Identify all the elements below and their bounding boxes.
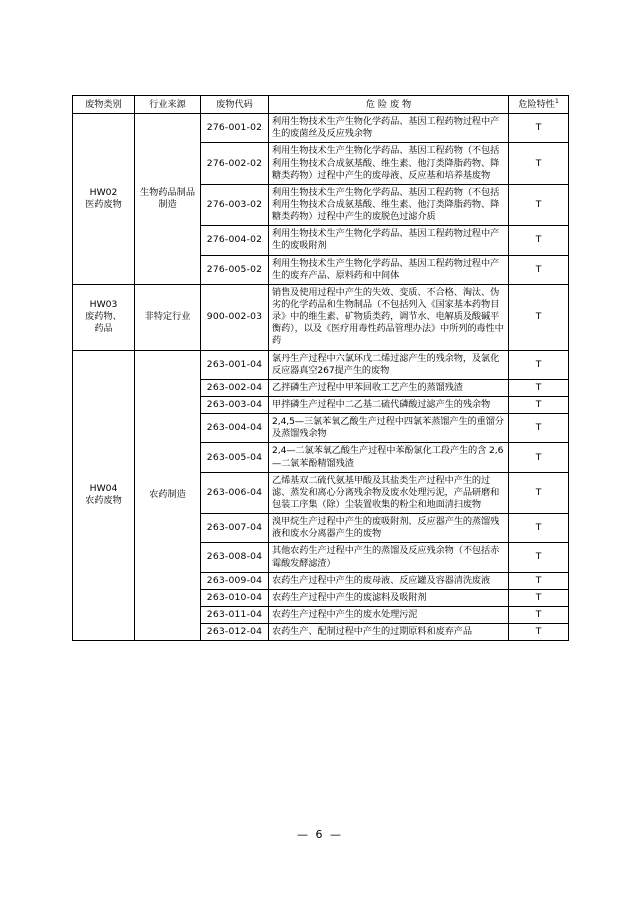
waste-code-cell: 276-005-02 [201, 255, 269, 284]
waste-category-cell: HW03 废药物、 药品 [73, 284, 135, 350]
waste-code-cell: 263-004-04 [201, 414, 269, 443]
table-body [73, 114, 569, 641]
waste-code-cell: 263-007-04 [201, 514, 269, 543]
waste-description-cell: 其他农药生产过程中产生的蒸馏及反应残余物（不包括赤霉酸发酵滤渣） [269, 543, 509, 572]
waste-code-cell: 263-005-04 [201, 443, 269, 472]
hazard-property-cell: T [509, 350, 569, 379]
hazard-property-cell: T [509, 184, 569, 225]
waste-description-cell: 农药生产过程中产生的废滤料及吸附剂 [269, 589, 509, 606]
hazard-property-cell: T [509, 255, 569, 284]
waste-description-cell: 利用生物技术生产生物化学药品、基因工程药物过程中产生的废菌丝及反应残余物 [269, 114, 509, 143]
hazard-property-cell: T [509, 572, 569, 589]
waste-description-cell: 甲拌磷生产过程中二乙基二硫代磷酸过滤产生的残余物 [269, 397, 509, 414]
waste-description-cell: 农药生产、配制过程中产生的过期原料和废弃产品 [269, 624, 509, 641]
table-row [73, 350, 569, 379]
waste-description-cell: 乙拌磷生产过程中甲苯回收工艺产生的蒸馏残渣 [269, 379, 509, 396]
waste-code-cell: 263-012-04 [201, 624, 269, 641]
column-header-hazard-label: 危险特性 [518, 99, 555, 111]
table-header [73, 96, 569, 114]
hazard-property-cell: T [509, 543, 569, 572]
column-header-industry: 行业来源 [135, 96, 201, 114]
waste-category-cell: HW04 农药废物 [73, 350, 135, 641]
waste-description-cell: 销售及使用过程中产生的失效、变质、不合格、淘汰、伪劣的化学药品和生物制品（不包括列入《国家基本药物目录》中的维生素、矿物质类药，调节水、电解质及酸碱平衡药），以及《医疗用毒性药品管理办法》中所列的毒性中药 [269, 284, 509, 350]
table-row [73, 284, 569, 350]
waste-description-cell: 2,4—二氯苯氧乙酸生产过程中苯酚氯化工段产生的含 2,6—二氯苯酚精馏残渣 [269, 443, 509, 472]
column-header-category: 废物类别 [73, 96, 135, 114]
hazard-property-cell: T [509, 589, 569, 606]
waste-code-cell: 900-002-03 [201, 284, 269, 350]
table-row [73, 114, 569, 143]
hazard-property-cell: T [509, 114, 569, 143]
waste-code-cell: 263-011-04 [201, 606, 269, 623]
waste-category-cell: HW02 医药废物 [73, 114, 135, 285]
waste-code-cell: 263-008-04 [201, 543, 269, 572]
hazardous-waste-table [72, 95, 569, 641]
column-header-hazard-superscript: 1 [554, 98, 559, 105]
hazard-property-cell: T [509, 397, 569, 414]
industry-source-cell: 生物药品制品 制造 [135, 114, 201, 285]
industry-source-cell: 农药制造 [135, 350, 201, 641]
waste-code-cell: 263-003-04 [201, 397, 269, 414]
hazard-property-cell: T [509, 514, 569, 543]
page-footer: — 6 — [297, 828, 343, 841]
waste-table-container [72, 95, 568, 641]
waste-code-cell: 263-002-04 [201, 379, 269, 396]
waste-code-cell: 263-001-04 [201, 350, 269, 379]
column-header-waste: 危 险 废 物 [269, 96, 509, 114]
waste-description-cell: 农药生产过程中产生的废水处理污泥 [269, 606, 509, 623]
waste-code-cell: 263-009-04 [201, 572, 269, 589]
industry-source-cell: 非特定行业 [135, 284, 201, 350]
waste-description-cell: 利用生物技术生产生物化学药品、基因工程药物过程中产生的废弃产品、原料药和中间体 [269, 255, 509, 284]
waste-code-cell: 276-003-02 [201, 184, 269, 225]
waste-description-cell: 利用生物技术生产生物化学药品、基因工程药物过程中产生的废吸附剂 [269, 226, 509, 255]
hazard-property-cell: T [509, 284, 569, 350]
column-header-code: 废物代码 [201, 96, 269, 114]
column-header-hazard [509, 96, 569, 114]
hazard-property-cell: T [509, 624, 569, 641]
hazard-property-cell: T [509, 414, 569, 443]
table-header-row [73, 96, 569, 114]
hazard-property-cell: T [509, 472, 569, 513]
waste-code-cell: 276-002-02 [201, 143, 269, 184]
waste-description-cell: 利用生物技术生产生物化学药品、基因工程药物（不包括利用生物技术合成氨基酸、维生素、他汀类降脂药物、降糖类药物）过程中产生的废母液、反应基和培养基废物 [269, 143, 509, 184]
hazard-property-cell: T [509, 443, 569, 472]
waste-code-cell: 263-010-04 [201, 589, 269, 606]
hazard-property-cell: T [509, 606, 569, 623]
waste-description-cell: 乙烯基双二硫代氨基甲酸及其盐类生产过程中产生的过滤、蒸发和离心分离残余物及废水处理污泥，产品研磨和包装工序集（除）尘装置收集的粉尘和地面清扫废物 [269, 472, 509, 513]
waste-description-cell: 2,4,5—三氯苯氧乙酸生产过程中四氯苯蒸馏产生的重馏分及蒸馏残余物 [269, 414, 509, 443]
waste-description-cell: 利用生物技术生产生物化学药品、基因工程药物（不包括利用生物技术合成氨基酸、维生素、他汀类降脂药物、降糖类药物）过程中产生的废脱色过滤介质 [269, 184, 509, 225]
hazard-property-cell: T [509, 226, 569, 255]
waste-description-cell: 农药生产过程中产生的废母液、反应罐及容器清洗废液 [269, 572, 509, 589]
waste-code-cell: 263-006-04 [201, 472, 269, 513]
waste-code-cell: 276-004-02 [201, 226, 269, 255]
hazard-property-cell: T [509, 143, 569, 184]
waste-code-cell: 276-001-02 [201, 114, 269, 143]
waste-description-cell: 氯丹生产过程中六氯环戊二烯过滤产生的残余物，及氯化反应器真空267提产生的废物 [269, 350, 509, 379]
hazard-property-cell: T [509, 379, 569, 396]
waste-description-cell: 溴甲烷生产过程中产生的废吸附剂、反应器产生的蒸馏残液和废水分离器产生的废物 [269, 514, 509, 543]
